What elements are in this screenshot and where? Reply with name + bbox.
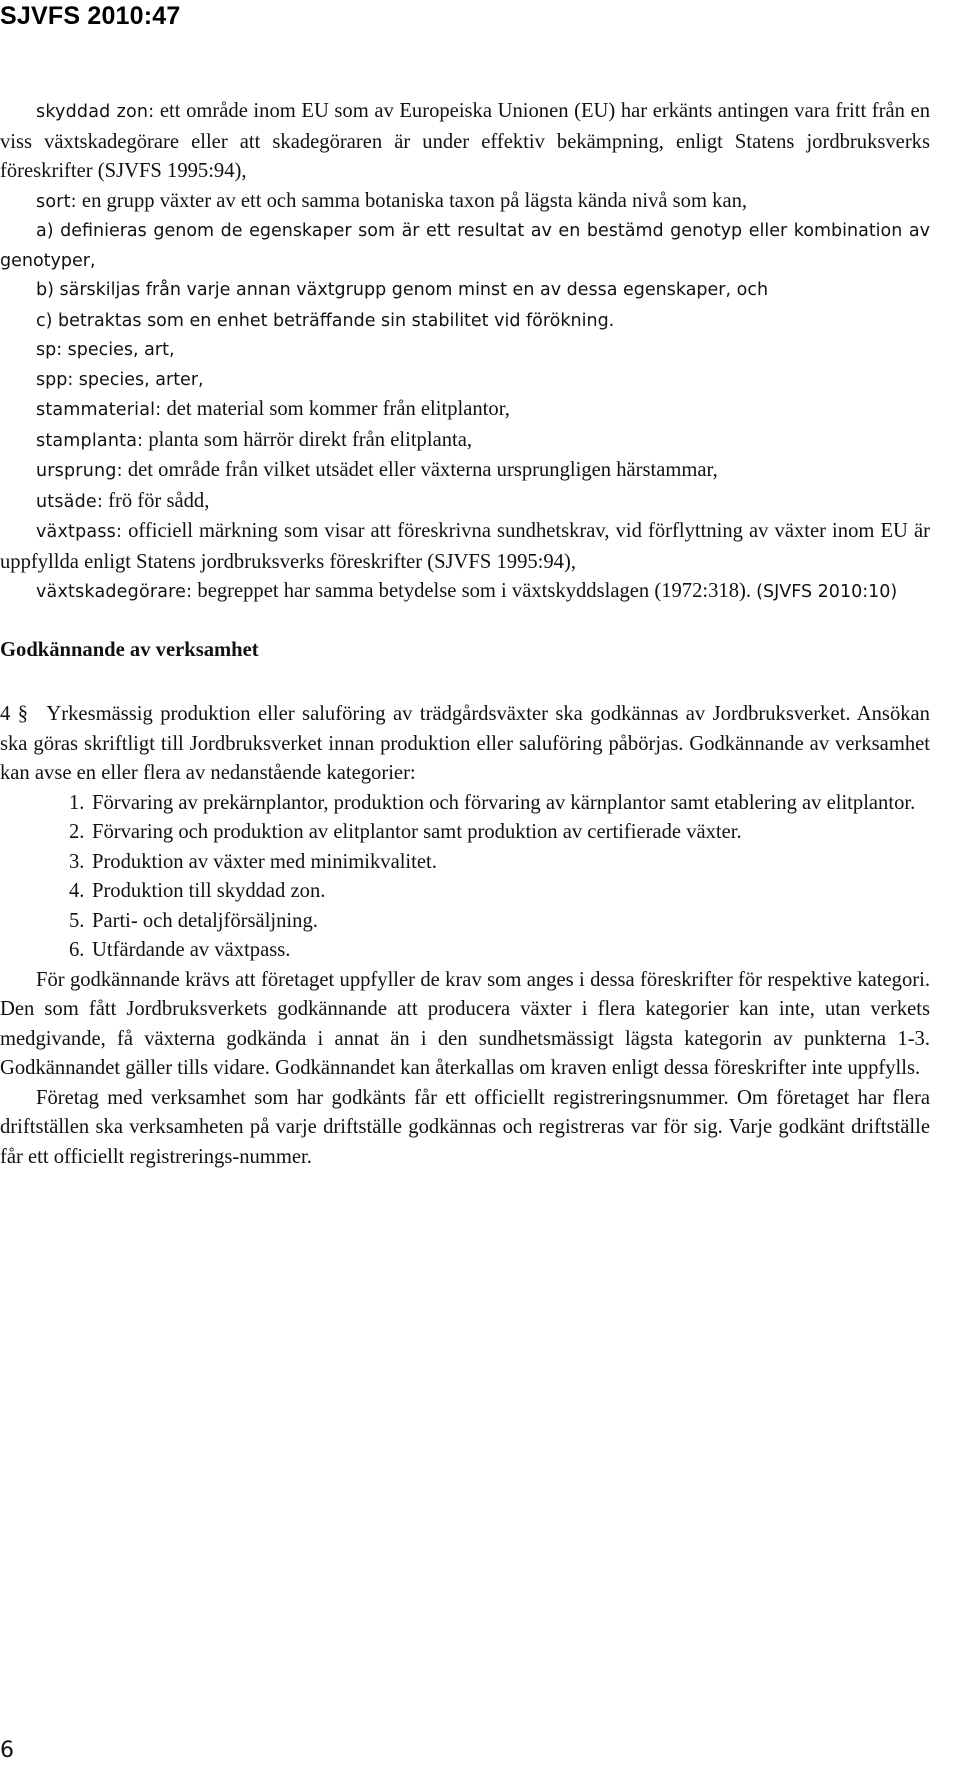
category-list — [0, 789, 930, 966]
definition-stammaterial — [0, 395, 930, 426]
section-paragraph-2: För godkännande krävs att företaget uppfyller de krav som anges i dessa föreskrifter för respektive kategori. Den som fått Jordbruksverkets godkännande att producera växter i flera kategorier kan inte, utan verkets medgivande, få växterna godkända i annat än i den sundhetsmässigt lägsta kategorin av punkterna 1-3. Godkännandet gäller tills vidare. Godkännandet kan återkallas om kraven enligt dessa föreskrifter inte uppfylls. — [0, 968, 930, 1079]
list-item: 6. Utfärdande av växtpass. — [69, 939, 291, 961]
list-item: 1. Förvaring av prekärnplantor, produktion och förvaring av kärnplantor samt etablering av elitplantor. — [69, 791, 916, 814]
section-heading: Godkännande av verksamhet — [0, 638, 259, 661]
definition-term: utsäde: — [36, 491, 103, 512]
definition-utsade — [0, 487, 930, 518]
definition-term: ursprung: — [36, 461, 123, 481]
definition-ursprung — [0, 456, 930, 487]
definition-text: en grupp växter av ett och samma botaniska taxon på lägsta kända nivå som kan, — [76, 189, 748, 212]
definition-text: det område från vilket utsädet eller växterna ursprungligen härstammar, — [122, 459, 718, 481]
list-item: 2. Förvaring och produktion av elitplantor samt produktion av certifierade växter. — [69, 821, 742, 843]
definition-stamplanta — [0, 426, 930, 457]
definition-text: frö för sådd, — [102, 489, 210, 512]
definition-term: sort: — [36, 191, 77, 212]
definition-text: officiell märkning som visar att föreskrivna sundhetskrav, vid förflyttning av växter inom EU är uppfyllda enligt Statens jordbruksverks föreskrifter (SJVFS 1995:94), — [0, 520, 930, 573]
definition-sp: sp: species, art, — [36, 340, 175, 360]
list-item: 5. Parti- och detaljförsäljning. — [69, 909, 318, 932]
amendment-reference: (SJVFS 2010:10) — [756, 582, 898, 602]
definition-sort-c: c) betraktas som en enhet beträffande sin stabilitet vid förökning. — [36, 310, 615, 331]
definition-term: växtskadegörare: — [36, 582, 193, 602]
definition-text: ett område inom EU som av Europeiska Unionen (EU) har erkänts antingen vara fritt från en viss växtskadegörare eller att skadegöraren är under effektiv bekämpning, enligt Statens jordbruksverks föreskrifter (SJVFS 1995:94), — [0, 100, 930, 182]
definition-spp: spp: species, arter, — [36, 369, 204, 390]
section-paragraph-3: Företag med verksamhet som har godkänts får ett officiellt registreringsnummer. Om företaget har flera driftställen ska verksamheten på varje driftställe godkännas och registreras var för sig. Varje godkänt driftställe får ett officiellt registrerings-nummer. — [0, 1086, 930, 1168]
definition-text: planta som härrör direkt från elitplanta, — [143, 428, 473, 451]
definition-sort-b: b) särskiljas från varje annan växtgrupp genom minst en av dessa egenskaper, och — [36, 280, 769, 300]
definition-sort — [0, 187, 930, 218]
section-intro-text: Yrkesmässig produktion eller saluföring av trädgårdsväxter ska godkännas av Jordbruksverket. Ansökan ska göras skriftligt till Jordbruksverket innan produktion eller saluföring påbörjas. Godkännande av verksamhet kan avse en eller flera av nedanstående kategorier: — [0, 703, 930, 784]
definition-text: begreppet har samma betydelse som i växtskyddslagen (1972:318). — [192, 580, 752, 602]
definition-vaxtpass — [0, 517, 930, 577]
definition-skyddad-zon — [0, 97, 930, 187]
document-body — [0, 97, 930, 1172]
definition-term: stammaterial: — [36, 400, 162, 420]
section-sign: § — [17, 703, 29, 725]
definition-text: det material som kommer från elitplantor, — [161, 398, 510, 420]
list-item: 4. Produktion till skyddad zon. — [69, 880, 326, 902]
definition-term: stamplanta: — [36, 430, 144, 451]
definition-sort-a: a) definieras genom de egenskaper som är ett resultat av en bestämd genotyp eller kombination av genotyper, — [0, 221, 930, 271]
definition-term: skyddad zon: — [36, 102, 155, 122]
definition-vaxtskadegorare — [0, 577, 930, 608]
definition-term: växtpass: — [36, 522, 123, 542]
list-item: 3. Produktion av växter med minimikvalitet. — [69, 850, 437, 873]
section-intro — [0, 700, 930, 789]
page-number: 6 — [0, 1738, 14, 1763]
section-number: 4 — [0, 703, 11, 725]
document-code-header: SJVFS 2010:47 — [0, 2, 181, 30]
